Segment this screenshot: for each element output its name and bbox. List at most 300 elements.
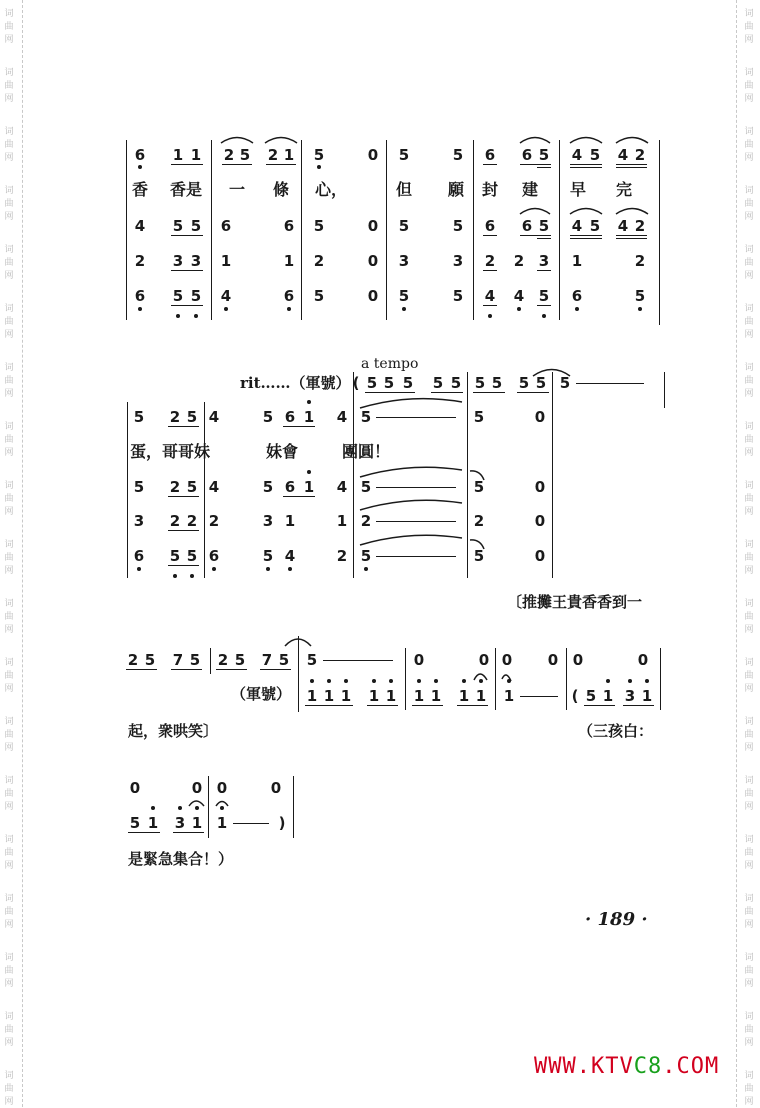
barline — [467, 372, 468, 578]
watermark-glyph: 词 — [4, 776, 14, 786]
note: 4 — [134, 217, 146, 235]
note: 2 — [267, 146, 279, 164]
lyric-word: 團圓！ — [341, 442, 391, 461]
note: 1 — [503, 687, 515, 705]
note: 5 — [234, 651, 246, 669]
note: 1 — [172, 146, 184, 164]
watermark-glyph: 网 — [4, 979, 14, 989]
watermark-glyph: 网 — [744, 448, 754, 458]
note: 0 — [501, 651, 513, 669]
low-octave-dot — [212, 567, 216, 571]
underline — [283, 426, 315, 427]
site-middle: C8 — [633, 1054, 663, 1079]
high-octave-dot — [628, 679, 632, 683]
barline — [559, 140, 560, 320]
note: 4 — [513, 287, 525, 305]
watermark-glyph: 网 — [744, 566, 754, 576]
slur — [360, 535, 462, 545]
note: 3 — [133, 512, 145, 530]
underline — [173, 832, 204, 833]
note: 5 — [186, 408, 198, 426]
note: 5 — [559, 374, 571, 392]
watermark-glyph: 曲 — [4, 140, 14, 150]
watermark-glyph: 词 — [744, 186, 754, 196]
low-octave-dot — [288, 567, 292, 571]
note: 5 — [144, 651, 156, 669]
low-octave-dot — [488, 314, 492, 318]
watermark-glyph: 曲 — [4, 1025, 14, 1035]
underline — [128, 832, 160, 833]
watermark-glyph: 词 — [4, 127, 14, 137]
note: 2 — [223, 146, 235, 164]
underline — [584, 705, 615, 706]
note: 0 — [367, 217, 379, 235]
barline — [353, 372, 354, 578]
watermark-glyph: 网 — [744, 1097, 754, 1107]
note: 6 — [134, 287, 146, 305]
low-octave-dot — [194, 314, 198, 318]
note: 5 — [398, 146, 410, 164]
watermark-glyph: 网 — [4, 861, 14, 871]
sustain-dash — [376, 417, 456, 418]
watermark-glyph: 曲 — [744, 1084, 754, 1094]
low-octave-dot — [190, 574, 194, 578]
lyric-word: 條 — [272, 180, 290, 199]
note: 3 — [172, 252, 184, 270]
watermark-glyph: 网 — [744, 743, 754, 753]
note: 5 — [190, 217, 202, 235]
underline — [168, 496, 199, 497]
barline — [473, 140, 474, 320]
underline — [431, 392, 463, 393]
note: 1 — [475, 687, 487, 705]
watermark-glyph: 曲 — [744, 966, 754, 976]
note: 0 — [534, 512, 546, 530]
note: 0 — [367, 146, 379, 164]
note: 0 — [129, 779, 141, 797]
watermark-glyph: 词 — [4, 1071, 14, 1081]
watermark-glyph: 词 — [744, 1071, 754, 1081]
note: 4 — [617, 217, 629, 235]
underline — [222, 164, 252, 165]
watermark-glyph: 曲 — [4, 553, 14, 563]
barline — [495, 648, 496, 710]
underline — [168, 565, 199, 566]
note: 4 — [208, 408, 220, 426]
high-octave-dot — [645, 679, 649, 683]
watermark-glyph: 曲 — [4, 730, 14, 740]
watermark-glyph: 曲 — [744, 907, 754, 917]
watermark-glyph: 网 — [4, 330, 14, 340]
note: 4 — [336, 408, 348, 426]
barline — [208, 776, 209, 838]
lyric-word: 香 — [131, 180, 149, 199]
watermark-glyph: 词 — [4, 68, 14, 78]
underline — [616, 238, 647, 239]
note: 0 — [637, 651, 649, 669]
note: 2 — [336, 547, 348, 565]
note: 3 — [262, 512, 274, 530]
high-octave-dot — [307, 470, 311, 474]
note: 5 — [239, 146, 251, 164]
note: 5 — [538, 217, 550, 235]
watermark-glyph: 曲 — [744, 317, 754, 327]
barline — [659, 140, 660, 325]
underline — [171, 669, 202, 670]
underline — [266, 164, 296, 165]
underline — [365, 392, 415, 393]
note: 3 — [624, 687, 636, 705]
note: 4 — [208, 478, 220, 496]
watermark-glyph: 曲 — [744, 789, 754, 799]
note: 1 — [340, 687, 352, 705]
slur — [570, 138, 602, 144]
slur — [520, 138, 550, 144]
barline — [293, 776, 294, 838]
underline — [570, 235, 602, 236]
underline — [260, 669, 291, 670]
note: 0 — [191, 779, 203, 797]
watermark-glyph: 曲 — [744, 435, 754, 445]
watermark-glyph: 网 — [744, 802, 754, 812]
barline — [211, 140, 212, 320]
high-octave-dot — [507, 679, 511, 683]
watermark-glyph: 网 — [744, 389, 754, 399]
left-watermark-column — [3, 0, 21, 1107]
watermark-glyph: 网 — [4, 625, 14, 635]
watermark-glyph: 曲 — [744, 376, 754, 386]
lyric-word: 早 — [569, 180, 587, 199]
barline — [386, 140, 387, 320]
closing-line: 是緊急集合！） — [128, 850, 234, 868]
barline — [566, 648, 567, 710]
underline — [483, 164, 497, 165]
note: 2 — [513, 252, 525, 270]
note: 5 — [186, 547, 198, 565]
high-octave-dot — [220, 806, 224, 810]
low-octave-dot — [224, 307, 228, 311]
low-octave-dot — [638, 307, 642, 311]
underline — [473, 392, 505, 393]
watermark-glyph: 词 — [4, 422, 14, 432]
stage-direction-continued: 起，衆哄笑〕 — [128, 722, 219, 740]
low-octave-dot — [542, 314, 546, 318]
sustain-dash — [376, 556, 456, 557]
barline — [126, 140, 127, 320]
note: 4 — [484, 287, 496, 305]
note: 4 — [617, 146, 629, 164]
high-octave-dot — [178, 806, 182, 810]
note: 6 — [283, 217, 295, 235]
barline — [301, 140, 302, 320]
slur — [616, 138, 648, 144]
note: 4 — [284, 547, 296, 565]
note: 1 — [190, 146, 202, 164]
watermark-glyph: 曲 — [4, 22, 14, 32]
note: 5 — [262, 478, 274, 496]
note: 6 — [521, 146, 533, 164]
low-octave-dot — [287, 307, 291, 311]
watermark-glyph: 曲 — [4, 848, 14, 858]
watermark-glyph: 网 — [744, 35, 754, 45]
watermark-glyph: 词 — [4, 363, 14, 373]
note: 2 — [217, 651, 229, 669]
note: 5 — [172, 287, 184, 305]
bugle-label: （軍號） — [231, 685, 292, 703]
low-octave-dot — [173, 574, 177, 578]
note: 5 — [172, 217, 184, 235]
note: 5 — [129, 814, 141, 832]
high-octave-dot — [151, 806, 155, 810]
watermark-glyph: 网 — [4, 389, 14, 399]
note: 5 — [535, 374, 547, 392]
watermark-glyph: 词 — [4, 186, 14, 196]
note: 5 — [450, 374, 462, 392]
lyric-word: 完 — [615, 180, 633, 199]
high-octave-dot — [434, 679, 438, 683]
watermark-glyph: 网 — [4, 802, 14, 812]
watermark-glyph: 词 — [744, 599, 754, 609]
note: 6 — [284, 408, 296, 426]
underline — [216, 669, 247, 670]
note: 0 — [270, 779, 282, 797]
note: 5 — [585, 687, 597, 705]
note: 0 — [534, 547, 546, 565]
watermark-glyph: 网 — [4, 94, 14, 104]
watermark-glyph: 词 — [744, 363, 754, 373]
note: 5 — [432, 374, 444, 392]
note: 0 — [534, 478, 546, 496]
high-octave-dot — [479, 679, 483, 683]
watermark-glyph: 网 — [4, 448, 14, 458]
barline — [405, 648, 406, 710]
watermark-glyph: 词 — [744, 245, 754, 255]
watermark-glyph: 网 — [744, 920, 754, 930]
note: 1 — [283, 146, 295, 164]
underline — [171, 235, 203, 236]
sustain-dash — [376, 487, 456, 488]
note: 5 — [383, 374, 395, 392]
watermark-glyph: 网 — [744, 507, 754, 517]
low-octave-dot — [517, 307, 521, 311]
watermark-glyph: 曲 — [4, 199, 14, 209]
lyric-word: 建 — [521, 180, 539, 199]
note: 5 — [262, 408, 274, 426]
high-octave-dot — [307, 400, 311, 404]
underline — [537, 167, 551, 168]
underline — [412, 705, 443, 706]
watermark-glyph: 曲 — [4, 966, 14, 976]
note: 1 — [323, 687, 335, 705]
note: 2 — [127, 651, 139, 669]
underline — [520, 164, 551, 165]
watermark-glyph: 网 — [744, 861, 754, 871]
underline — [126, 669, 157, 670]
slur — [265, 138, 297, 144]
high-octave-dot — [310, 679, 314, 683]
watermark-glyph: 曲 — [744, 140, 754, 150]
watermark-glyph: 词 — [4, 245, 14, 255]
note: 2 — [208, 512, 220, 530]
lyric-word: 願 — [447, 180, 465, 199]
watermark-glyph: 曲 — [4, 376, 14, 386]
note: 0 — [367, 252, 379, 270]
right-page-edge — [736, 0, 738, 1107]
underline — [520, 235, 551, 236]
note: 5 — [402, 374, 414, 392]
note: 0 — [367, 287, 379, 305]
note: 3 — [190, 252, 202, 270]
watermark-glyph: 词 — [744, 127, 754, 137]
underline — [570, 238, 602, 239]
high-octave-dot — [344, 679, 348, 683]
low-octave-dot — [402, 307, 406, 311]
watermark-glyph: 词 — [744, 717, 754, 727]
low-octave-dot — [575, 307, 579, 311]
note: 5 — [133, 478, 145, 496]
note: 2 — [186, 512, 198, 530]
high-octave-dot — [195, 806, 199, 810]
watermark-glyph: 词 — [744, 481, 754, 491]
note: 5 — [189, 651, 201, 669]
slur — [616, 209, 648, 215]
watermark-glyph: 曲 — [744, 494, 754, 504]
high-octave-dot — [462, 679, 466, 683]
site-prefix: WWW.KTV — [534, 1054, 634, 1079]
site-suffix: .COM — [662, 1054, 720, 1079]
sustain-dash — [520, 696, 558, 697]
note: 5 — [452, 217, 464, 235]
watermark-glyph: 曲 — [744, 1025, 754, 1035]
note: 5 — [313, 146, 325, 164]
high-octave-dot — [417, 679, 421, 683]
note: 2 — [169, 478, 181, 496]
note: 5 — [262, 547, 274, 565]
note: 1 — [303, 408, 315, 426]
lyric-word: 但 — [395, 180, 413, 199]
barline — [298, 636, 299, 712]
note: 6 — [571, 287, 583, 305]
watermark-glyph: 网 — [4, 743, 14, 753]
note: 2 — [473, 512, 485, 530]
note: 7 — [172, 651, 184, 669]
note: 2 — [634, 217, 646, 235]
note: 2 — [313, 252, 325, 270]
underline — [483, 235, 497, 236]
watermark-glyph: 曲 — [4, 81, 14, 91]
watermark-glyph: 网 — [744, 1038, 754, 1048]
low-octave-dot — [266, 567, 270, 571]
note: 5 — [474, 374, 486, 392]
note: 6 — [208, 547, 220, 565]
watermark-glyph: 网 — [744, 153, 754, 163]
barline — [552, 372, 553, 578]
slur — [570, 209, 602, 215]
underline — [517, 392, 549, 393]
note: 5 — [360, 547, 372, 565]
watermark-glyph: 词 — [4, 481, 14, 491]
watermark-glyph: 网 — [4, 35, 14, 45]
note: 5 — [133, 408, 145, 426]
note: 2 — [169, 512, 181, 530]
watermark-glyph: 词 — [744, 835, 754, 845]
low-octave-dot — [137, 567, 141, 571]
note: 5 — [360, 478, 372, 496]
slur — [221, 138, 253, 144]
note: 6 — [484, 146, 496, 164]
watermark-glyph: 曲 — [4, 907, 14, 917]
note: 5 — [589, 217, 601, 235]
watermark-glyph: 词 — [4, 894, 14, 904]
note: 5 — [190, 287, 202, 305]
sustain-dash — [233, 823, 269, 824]
watermark-glyph: 词 — [744, 1012, 754, 1022]
underline — [616, 167, 647, 168]
note: 0 — [413, 651, 425, 669]
note: 1 — [147, 814, 159, 832]
note: 6 — [134, 146, 146, 164]
note: 1 — [602, 687, 614, 705]
note: 5 — [313, 287, 325, 305]
watermark-glyph: 网 — [4, 1038, 14, 1048]
high-octave-dot — [389, 679, 393, 683]
note: 5 — [452, 287, 464, 305]
note: 5 — [186, 478, 198, 496]
watermark-glyph: 曲 — [744, 730, 754, 740]
low-octave-dot — [364, 567, 368, 571]
note: 4 — [220, 287, 232, 305]
note: 5 — [634, 287, 646, 305]
paren: ) — [278, 814, 286, 832]
watermark-glyph: 曲 — [4, 494, 14, 504]
underline — [623, 705, 654, 706]
lyric-word: 封 — [481, 180, 499, 199]
note: 1 — [430, 687, 442, 705]
note: 5 — [398, 217, 410, 235]
note: 5 — [452, 146, 464, 164]
watermark-glyph: 曲 — [744, 81, 754, 91]
underline — [537, 238, 551, 239]
watermark-glyph: 曲 — [4, 612, 14, 622]
note: 0 — [534, 408, 546, 426]
note: 0 — [478, 651, 490, 669]
note: 5 — [473, 478, 485, 496]
paren: ( — [571, 687, 579, 705]
watermark-glyph: 网 — [744, 625, 754, 635]
watermark-glyph: 词 — [744, 776, 754, 786]
lyric-word: 心， — [314, 180, 348, 199]
spoken-cue: （三孩白： — [578, 722, 654, 740]
watermark-glyph: 词 — [4, 658, 14, 668]
note: 3 — [452, 252, 464, 270]
underline — [171, 164, 203, 165]
watermark-glyph: 曲 — [4, 1084, 14, 1094]
barline — [210, 648, 211, 674]
note: 5 — [473, 547, 485, 565]
note: 1 — [284, 512, 296, 530]
sustain-dash — [323, 660, 393, 661]
watermark-glyph: 网 — [4, 920, 14, 930]
note: 5 — [169, 547, 181, 565]
page-number: · 189 · — [585, 909, 648, 930]
watermark-glyph: 网 — [744, 979, 754, 989]
note: 6 — [484, 217, 496, 235]
paren: ( — [352, 374, 360, 392]
watermark-glyph: 网 — [4, 212, 14, 222]
sustain-dash — [576, 383, 644, 384]
note: 5 — [398, 287, 410, 305]
watermark-glyph: 曲 — [744, 258, 754, 268]
